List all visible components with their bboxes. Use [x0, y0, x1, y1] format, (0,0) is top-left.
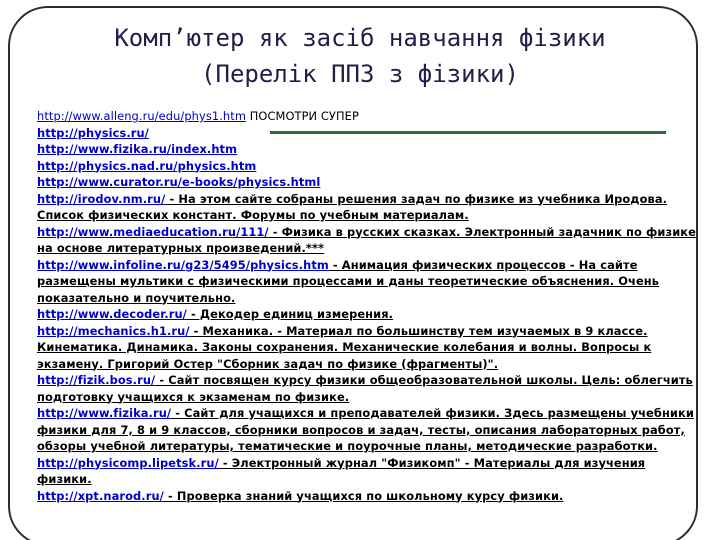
link-mechanics[interactable]: http://mechanics.h1.ru/ [37, 323, 190, 338]
link-description: - Электронный журнал "Физикомп" - Материалы для изучения физики. [37, 455, 646, 486]
link-physics-nad[interactable]: http://physics.nad.ru/physics.htm [37, 158, 257, 173]
link-decoder[interactable]: http://www.decoder.ru/ [37, 307, 187, 321]
list-item [37, 191, 697, 224]
link-fizika[interactable]: http://www.fizika.ru/ [37, 406, 172, 420]
link-physics-ru[interactable]: http://physics.ru/ [37, 125, 149, 140]
list-item [37, 224, 697, 257]
list-item [37, 158, 697, 175]
list-item [37, 306, 697, 323]
list-item [37, 323, 697, 373]
link-physicomp[interactable]: http://physicomp.lipetsk.ru/ [37, 455, 219, 470]
list-item [37, 125, 697, 142]
list-item [37, 455, 697, 488]
link-irodov[interactable]: http://irodov.nm.ru/ [37, 191, 166, 206]
link-list [37, 108, 697, 504]
list-item [37, 174, 697, 191]
link-description: - На этом сайте собраны решения задач по физике из учебника Иродова. Список физических констант. Форумы по учебным материалам. [37, 191, 668, 222]
link-xpt[interactable]: http://xpt.narod.ru/ [37, 488, 164, 503]
link-mediaeducation[interactable]: http://www.mediaeducation.ru/111/ [37, 224, 269, 239]
link-description: - Механика. - Материал по большинству тем изучаемых в 9 классе. Кинематика. Динамика. Законы сохранения. Механические колебания и волны. Вопросы к экзамену. Григорий Остер "Сборник задач по физике (фрагменты)". [37, 323, 652, 371]
list-item [37, 108, 697, 125]
link-description: ПОСМОТРИ СУПЕР [246, 109, 359, 123]
link-description: - Сайт для учащихся и преподавателей физики. Здесь размещены учебники физики для 7, 8 и 9 классов, сборники вопросов и задач, тесты, описания лабораторных работ, обзоры учебной литературы, тематические и поурочные планы, методические разработки. [37, 406, 694, 453]
link-description: - Сайт посвящен курсу физики общеобразовательной школы. Цель: облегчить подготовку учащихся к экзаменам по физике. [37, 373, 693, 404]
list-item [37, 488, 697, 505]
list-item [37, 405, 697, 455]
link-fizika-index[interactable]: http://www.fizika.ru/index.htm [37, 142, 238, 156]
link-fizik-bos[interactable]: http://fizik.bos.ru/ [37, 373, 156, 387]
link-description: - Анимация физических процессов - На сайте размещены мультики с физическими процессами и даны теоретические объяснения. Очень показательно и поучительно. [37, 257, 660, 305]
page-title [40, 20, 680, 92]
list-item [37, 141, 697, 158]
list-item [37, 257, 697, 307]
link-infoline[interactable]: http://www.infoline.ru/g23/5495/physics.htm [37, 257, 329, 272]
link-description: - Физика в русских сказках. Электронный задачник по физике на основе литературных произведений.*** [37, 224, 696, 255]
link-description: - Декодер единиц измерения. [186, 307, 394, 321]
link-alleng[interactable]: http://www.alleng.ru/edu/phys1.htm [37, 109, 247, 123]
title-line-1: Комп’ютер як засіб навчання фізики [114, 24, 606, 52]
link-description: - Проверка знаний учащихся по школьному курсу физики. [163, 488, 564, 503]
title-line-2: (Перелік ППЗ з фізики) [201, 60, 519, 88]
list-item [37, 372, 697, 405]
link-curator[interactable]: http://www.curator.ru/e-books/physics.html [37, 175, 321, 189]
